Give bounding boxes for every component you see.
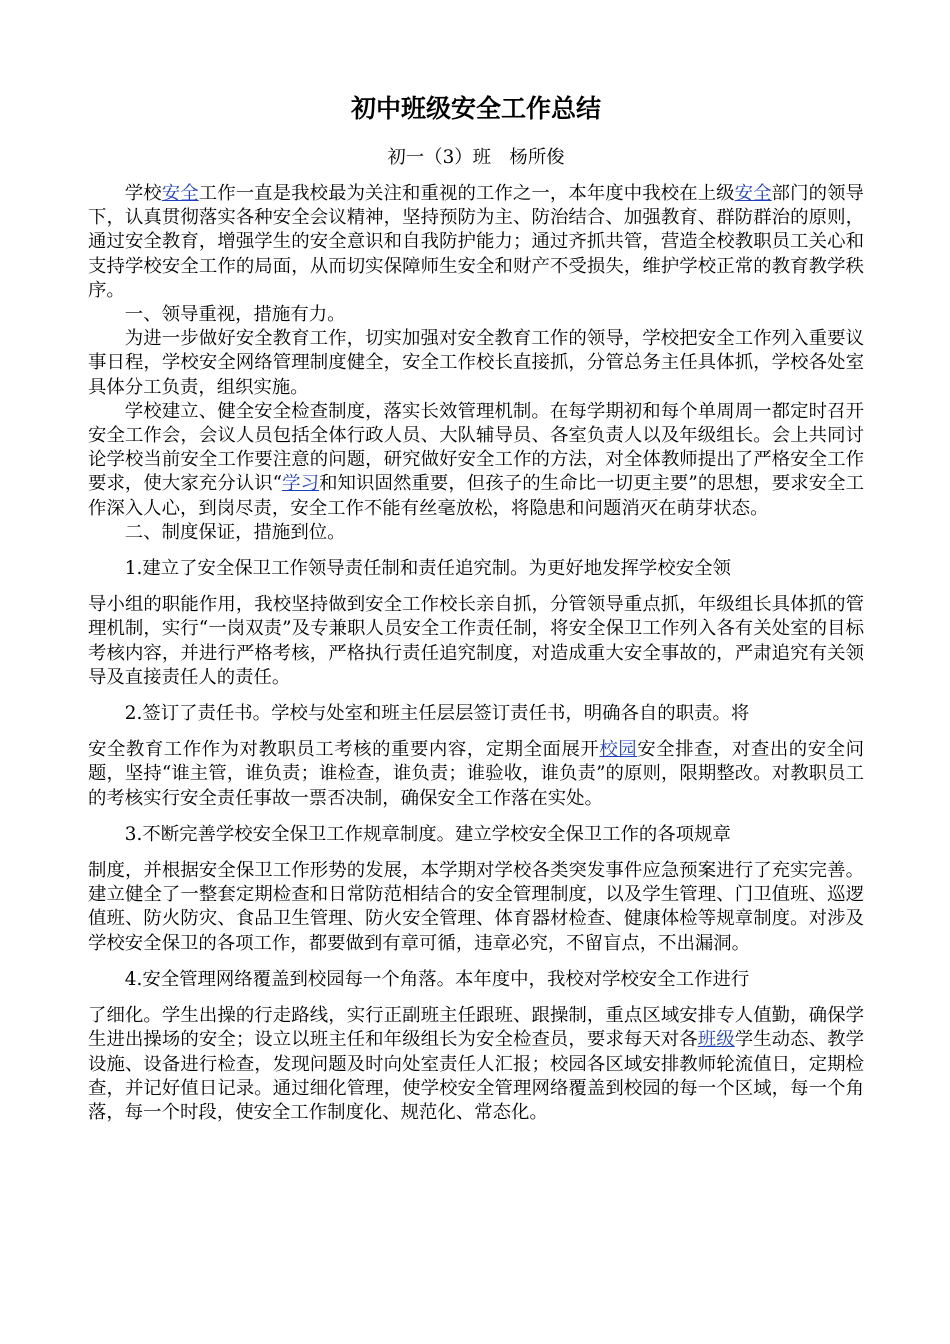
item-3-rest: 制度，并根据安全保卫工作形势的发展，本学期对学校各类突发事件应急预案进行了充实完善。建立健全了一整套定期检查和日常防范相结合的安全管理制度，以及学生管理、门卫值班、巡逻值班、防火防灾、食品卫生管理、防火安全管理、体育器材检查、健康体检等规章制度。对涉及学校安全保卫的各项工作，都要做到有章可循，违章必究，不留盲点，不出漏洞。 bbox=[88, 860, 864, 954]
section1-paragraph-2 bbox=[88, 400, 864, 521]
item-2-rest-a: 安全教育工作作为对教职员工考核的重要内容，定期全面展开 bbox=[88, 739, 600, 761]
item-2 bbox=[88, 702, 864, 811]
intro-paragraph bbox=[88, 182, 864, 303]
item-1-first-line: 1.建立了安全保卫工作领导责任制和责任追究制。为更好地发挥学校安全领 bbox=[124, 558, 731, 580]
item-4-rest-a: 了细化。学生出操的行走路线，实行正副班主任跟班、跟操制，重点区域安排专人值勤，确保学生进出操场的安全；设立以班主任和年级组长为安全检查员，要求每天对各 bbox=[88, 1005, 864, 1051]
document-author: 初一（3）班 杨所俊 bbox=[387, 147, 565, 168]
section1-p2-text-a: 学校建立、健全安全检查制度，落实长效管理机制。在每学期初和每个单周周一都定时召开安全工作会，会议人员包括全体行政人员、大队辅导员、各室负责人以及年级组长。会上共同讨论学校当前安全工作要注意的问题，研究做好安全工作的方法，对全体教师提出了严格安全工作要求，使大家充分认识“ bbox=[88, 400, 864, 495]
link-safety-2[interactable]: 安全 bbox=[734, 183, 772, 204]
item-1 bbox=[88, 557, 864, 690]
intro-text-3: 部门的领导下，认真贯彻落实各种安全会议精神，坚持预防为主、防治结合、加强教育、群防群治的原则，通过安全教育，增强学生的安全意识和自我防护能力；通过齐抓共管，营造全校教职员工关心和支持学校安全工作的局面，从而切实保障师生安全和财产不受损失，维护学校正常的教育教学秩序。 bbox=[88, 183, 864, 301]
item-2-first-line: 2.签订了责任书。学校与处室和班主任层层签订责任书，明确各自的职责。将 bbox=[124, 703, 750, 725]
document-title: 初中班级安全工作总结 bbox=[350, 94, 601, 123]
intro-text-1: 学校 bbox=[124, 183, 162, 204]
link-study[interactable]: 学习 bbox=[282, 473, 320, 495]
link-class[interactable]: 班级 bbox=[697, 1029, 735, 1051]
intro-text-2: 工作一直是我校最为关注和重视的工作之一，本年度中我校在上级 bbox=[198, 183, 735, 204]
item-3 bbox=[88, 823, 864, 956]
item-4 bbox=[88, 968, 864, 1125]
section1-p2-text-b: 和知识固然重要，但孩子的生命比一切更主要”的思想，要求安全工作深入人心，到岗尽责，安全工作不能有丝毫放松，将隐患和问题消灭在萌芽状态。 bbox=[88, 473, 864, 519]
section1-paragraph-1: 为进一步做好安全教育工作，切实加强对安全教育工作的领导，学校把安全工作列入重要议事日程，学校安全网络管理制度健全，安全工作校长直接抓，分管总务主任具体抓，学校各处室具体分工负责，组织实施。 bbox=[88, 328, 864, 398]
item-2-rest-b: 安全排查，对查出的安全问题，坚持“谁主管，谁负责；谁检查，谁负责；谁验收，谁负责”的原则，限期整改。对教职员工的考核实行安全责任事故一票否决制，确保安全工作落在实处。 bbox=[88, 739, 864, 809]
section2-heading: 二、制度保证，措施到位。 bbox=[124, 521, 346, 543]
item-3-first-line: 3.不断完善学校安全保卫工作规章制度。建立学校安全保卫工作的各项规章 bbox=[124, 823, 731, 845]
item-4-first-line: 4.安全管理网络覆盖到校园每一个角落。本年度中，我校对学校安全工作进行 bbox=[124, 968, 750, 990]
item-1-rest: 导小组的职能作用，我校坚持做到安全工作校长亲自抓，分管领导重点抓，年级组长具体抓的管理机制，实行“一岗双责”及专兼职人员安全工作责任制，将安全保卫工作列入各有关处室的目标考核内容，并进行严格考核，严格执行责任追究制度，对造成重大安全事故的，严肃追究有关领导及直接责任人的责任。 bbox=[88, 594, 864, 688]
document-page bbox=[88, 92, 864, 1125]
link-safety-1[interactable]: 安全 bbox=[161, 183, 199, 204]
item-4-rest-b: 学生动态、教学设施、设备进行检查，发现问题及时向处室责任人汇报；校园各区域安排教师轮流值日，定期检查，并记好值日记录。通过细化管理，使学校安全管理网络覆盖到校园的每一个区域，每一个角落，每一个时段，使安全工作制度化、规范化、常态化。 bbox=[88, 1029, 864, 1123]
section1-heading: 一、领导重视，措施有力。 bbox=[124, 304, 346, 326]
link-campus[interactable]: 校园 bbox=[599, 739, 638, 761]
